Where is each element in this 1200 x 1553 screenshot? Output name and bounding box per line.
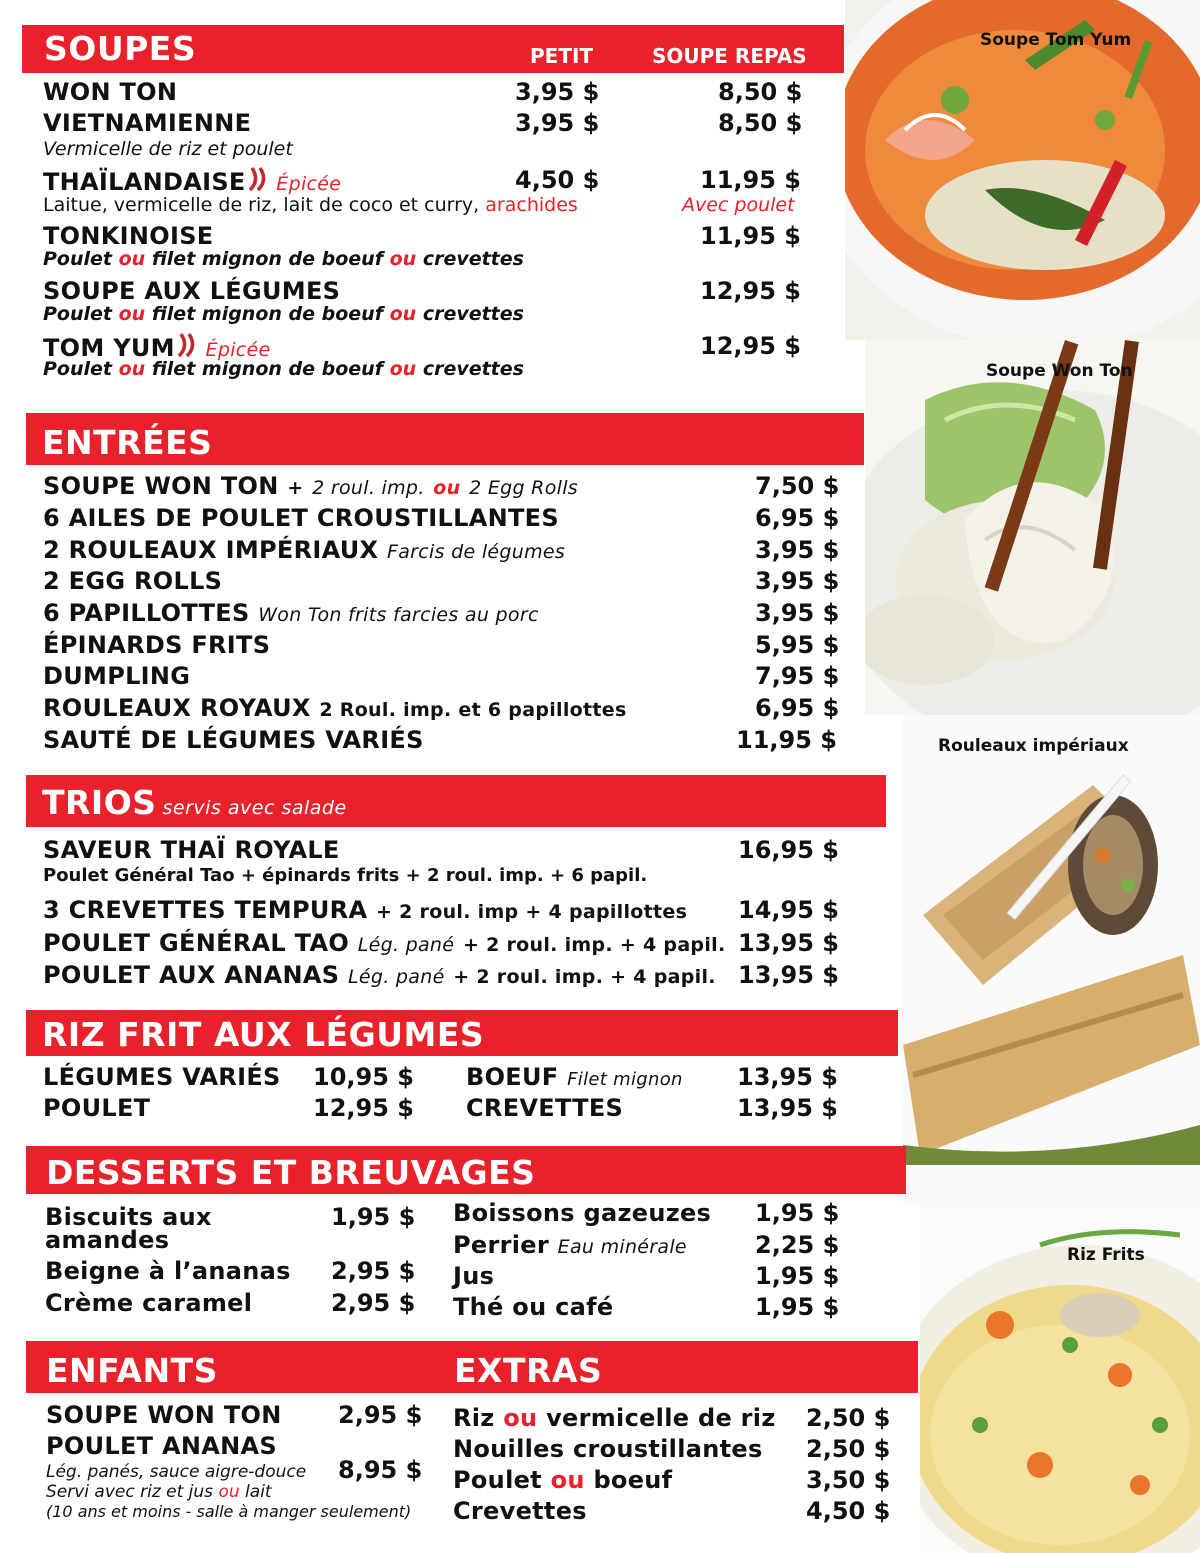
item-name-text: 2 ROULEAUX IMPÉRIAUX xyxy=(43,536,379,564)
item-description xyxy=(43,358,524,380)
item-name-text: 3 CREVETTES TEMPURA xyxy=(43,896,368,924)
item-description xyxy=(43,194,578,216)
section-header-desserts xyxy=(26,1146,906,1194)
item-price: 2,25 $ xyxy=(755,1231,840,1259)
section-title-entrees: ENTRÉES xyxy=(42,423,213,462)
item-name: Crème caramel xyxy=(45,1289,253,1317)
enfants-description-2 xyxy=(46,1482,272,1502)
or-label: ou xyxy=(550,1466,585,1494)
item-name: SOUPE AUX LÉGUMES xyxy=(43,277,341,305)
caption-riz: Riz Frits xyxy=(1067,1245,1145,1265)
item-price: 2,50 $ xyxy=(806,1404,891,1432)
item-note: Filet mignon xyxy=(567,1069,683,1090)
item-name xyxy=(43,536,565,564)
item-price: 1,95 $ xyxy=(755,1262,840,1290)
item-name: 6 AILES DE POULET CROUSTILLANTES xyxy=(43,504,559,532)
item-price: 2,95 $ xyxy=(331,1257,416,1285)
section-header-enfants-extras xyxy=(26,1341,918,1393)
item-price: 4,50 $ xyxy=(806,1497,891,1525)
item-price-meal: 11,95 $ xyxy=(700,166,801,194)
item-name xyxy=(453,1466,672,1494)
allergen-label: arachides xyxy=(485,194,578,216)
item-name: ÉPINARDS FRITS xyxy=(43,631,271,659)
item-name-text: 6 PAPILLOTTES xyxy=(43,599,250,627)
item-name: Boissons gazeuzes xyxy=(453,1199,712,1227)
choice-b: filet mignon de boeuf xyxy=(151,358,383,380)
item-description xyxy=(43,248,524,270)
item-price: 16,95 $ xyxy=(738,836,839,864)
item-name xyxy=(43,472,578,500)
item-name-text: Perrier xyxy=(453,1231,549,1259)
item-note: Won Ton frits farcies au porc xyxy=(258,604,539,626)
item-price: 7,50 $ xyxy=(755,472,840,500)
item-name: Thé ou café xyxy=(453,1293,614,1321)
or-label: ou xyxy=(218,1482,240,1502)
item-price: 2,95 $ xyxy=(338,1401,423,1429)
item-name: SAUTÉ DE LÉGUMES VARIÉS xyxy=(43,726,424,754)
item-name: TONKINOISE xyxy=(43,222,214,250)
item-price-small: 3,95 $ xyxy=(515,78,600,106)
choice-a: Poulet xyxy=(43,358,112,380)
item-price: 2,95 $ xyxy=(331,1289,416,1317)
item-note: 2 Egg Rolls xyxy=(469,477,578,499)
item-name xyxy=(43,929,725,957)
item-price: 5,95 $ xyxy=(755,631,840,659)
item-extra: + 2 roul. imp. + 4 papil. xyxy=(462,934,726,956)
item-name xyxy=(43,166,341,196)
section-subtitle: servis avec salade xyxy=(162,797,347,819)
item-name-text: THAÏLANDAISE xyxy=(43,168,246,196)
item-price-meal: 11,95 $ xyxy=(700,222,801,250)
choice-c: crevettes xyxy=(422,303,524,325)
item-price: 3,50 $ xyxy=(806,1466,891,1494)
column-header-soupe-repas: SOUPE REPAS xyxy=(652,44,807,68)
item-name-text: BOEUF xyxy=(466,1063,559,1091)
section-title-extras: EXTRAS xyxy=(454,1351,603,1390)
item-note: Farcis de légumes xyxy=(387,541,566,563)
item-price: 6,95 $ xyxy=(755,694,840,722)
item-name xyxy=(43,896,687,924)
choice-b: filet mignon de boeuf xyxy=(151,248,383,270)
item-name xyxy=(453,1404,776,1432)
item-name: DUMPLING xyxy=(43,662,191,690)
or-label: ou xyxy=(118,303,146,325)
item-price: 12,95 $ xyxy=(313,1094,414,1122)
description-text: Servi avec riz et jus xyxy=(46,1482,214,1502)
item-description: Poulet Général Tao + épinards frits + 2 roul. imp. + 6 papil. xyxy=(43,865,648,886)
item-name: Crevettes xyxy=(453,1497,587,1525)
item-name-text: ROULEAUX ROYAUX xyxy=(43,694,311,722)
or-label: ou xyxy=(118,248,146,270)
chili-icon xyxy=(246,166,268,192)
item-note: Lég. pané xyxy=(348,966,445,988)
or-label: ou xyxy=(389,303,417,325)
item-name: POULET ANANAS xyxy=(46,1432,277,1460)
enfants-description-3: (10 ans et moins - salle à manger seulement) xyxy=(46,1502,412,1521)
item-name-line-2: amandes xyxy=(45,1226,170,1254)
item-price-small: 3,95 $ xyxy=(515,109,600,137)
item-name-text: SOUPE WON TON xyxy=(43,472,279,500)
item-price: 1,95 $ xyxy=(331,1203,416,1231)
item-name-text: Poulet xyxy=(453,1466,542,1494)
item-name: SAVEUR THAÏ ROYALE xyxy=(43,836,340,864)
item-price: 11,95 $ xyxy=(736,726,837,754)
section-title-riz-frit: RIZ FRIT AUX LÉGUMES xyxy=(42,1015,485,1054)
item-price: 1,95 $ xyxy=(755,1199,840,1227)
caption-tom-yum: Soupe Tom Yum xyxy=(980,30,1132,50)
section-title-enfants: ENFANTS xyxy=(46,1351,218,1390)
item-name-text: TOM YUM xyxy=(43,334,175,362)
description-text: lait xyxy=(245,1482,272,1502)
item-price: 1,95 $ xyxy=(755,1293,840,1321)
item-price: 2,50 $ xyxy=(806,1435,891,1463)
item-price-meal: 8,50 $ xyxy=(718,78,803,106)
or-label: ou xyxy=(389,358,417,380)
item-note: 2 Roul. imp. et 6 papillottes xyxy=(319,699,627,721)
column-header-petit: PETIT xyxy=(530,44,594,68)
item-name xyxy=(43,694,627,722)
caption-rouleaux: Rouleaux impériaux xyxy=(938,736,1129,756)
item-name: CREVETTES xyxy=(466,1094,624,1122)
item-price-small: 4,50 $ xyxy=(515,166,600,194)
item-name: POULET xyxy=(43,1094,151,1122)
item-price: 7,95 $ xyxy=(755,662,840,690)
item-price-meal: 12,95 $ xyxy=(700,332,801,360)
choice-a: Poulet xyxy=(43,248,112,270)
section-title-text: TRIOS xyxy=(42,783,157,822)
item-name-text: vermicelle de riz xyxy=(546,1404,776,1432)
section-header-riz-frit xyxy=(26,1010,898,1056)
item-name xyxy=(43,599,539,627)
item-name xyxy=(466,1063,683,1091)
item-price: 3,95 $ xyxy=(755,599,840,627)
photo-riz xyxy=(920,1205,1200,1553)
enfants-description-1: Lég. panés, sauce aigre-douce xyxy=(46,1462,307,1482)
section-header-entrees xyxy=(26,413,864,465)
item-name-text: POULET AUX ANANAS xyxy=(43,961,340,989)
photo-tom-yum xyxy=(845,0,1200,340)
item-price: 10,95 $ xyxy=(313,1063,414,1091)
item-name: VIETNAMIENNE xyxy=(43,109,252,137)
item-name: Jus xyxy=(453,1262,495,1290)
description-text: Laitue, vermicelle de riz, lait de coco et curry, xyxy=(43,194,480,216)
item-price: 13,95 $ xyxy=(738,929,839,957)
item-name-text: boeuf xyxy=(593,1466,673,1494)
item-price: 13,95 $ xyxy=(738,961,839,989)
or-label: ou xyxy=(118,358,146,380)
caption-won-ton: Soupe Won Ton xyxy=(986,361,1133,381)
item-extra: + 2 roul. imp. + 4 papil. xyxy=(453,966,716,988)
item-name-line-1: Biscuits aux xyxy=(45,1203,212,1231)
item-name-text: Riz xyxy=(453,1404,495,1432)
plus-sign: + xyxy=(287,477,304,499)
section-header-soupes xyxy=(22,25,844,73)
item-price: 3,95 $ xyxy=(755,536,840,564)
item-price: 8,95 $ xyxy=(338,1456,423,1484)
or-label: ou xyxy=(433,477,461,499)
item-note: Lég. pané xyxy=(357,934,455,956)
item-name: Beigne à l’ananas xyxy=(45,1257,291,1285)
or-label: ou xyxy=(503,1404,538,1432)
choice-c: crevettes xyxy=(422,248,524,270)
item-price: 3,95 $ xyxy=(755,567,840,595)
item-name: LÉGUMES VARIÉS xyxy=(43,1063,281,1091)
item-name xyxy=(453,1231,687,1259)
item-name: 2 EGG ROLLS xyxy=(43,567,223,595)
spicy-label: Épicée xyxy=(205,339,271,361)
or-label: ou xyxy=(389,248,417,270)
choice-c: crevettes xyxy=(422,358,524,380)
item-price: 13,95 $ xyxy=(737,1063,838,1091)
section-header-trios xyxy=(26,775,886,827)
item-name: WON TON xyxy=(43,78,178,106)
item-description xyxy=(43,303,524,325)
section-title-soupes: SOUPES xyxy=(44,29,197,68)
item-note: 2 roul. imp. xyxy=(312,477,425,499)
chili-icon xyxy=(175,332,197,358)
choice-b: filet mignon de boeuf xyxy=(151,303,383,325)
item-price: 14,95 $ xyxy=(738,896,839,924)
item-description: Vermicelle de riz et poulet xyxy=(43,138,293,160)
item-name: Nouilles croustillantes xyxy=(453,1435,763,1463)
item-note: Eau minérale xyxy=(557,1236,687,1258)
section-title-trios xyxy=(42,783,347,822)
item-price-meal: 12,95 $ xyxy=(700,277,801,305)
item-name: SOUPE WON TON xyxy=(46,1401,282,1429)
spicy-label: Épicée xyxy=(276,173,342,195)
item-price: 6,95 $ xyxy=(755,504,840,532)
item-price-meal: 8,50 $ xyxy=(718,109,803,137)
item-name xyxy=(43,961,716,989)
item-extra: + 2 roul. imp + 4 papillottes xyxy=(375,901,688,923)
choice-a: Poulet xyxy=(43,303,112,325)
meal-note: Avec poulet xyxy=(682,194,795,216)
section-title-desserts: DESSERTS ET BREUVAGES xyxy=(46,1153,536,1192)
item-price: 13,95 $ xyxy=(737,1094,838,1122)
photo-rouleaux xyxy=(903,715,1200,1205)
item-name-text: POULET GÉNÉRAL TAO xyxy=(43,929,350,957)
photo-won-ton xyxy=(865,340,1200,715)
